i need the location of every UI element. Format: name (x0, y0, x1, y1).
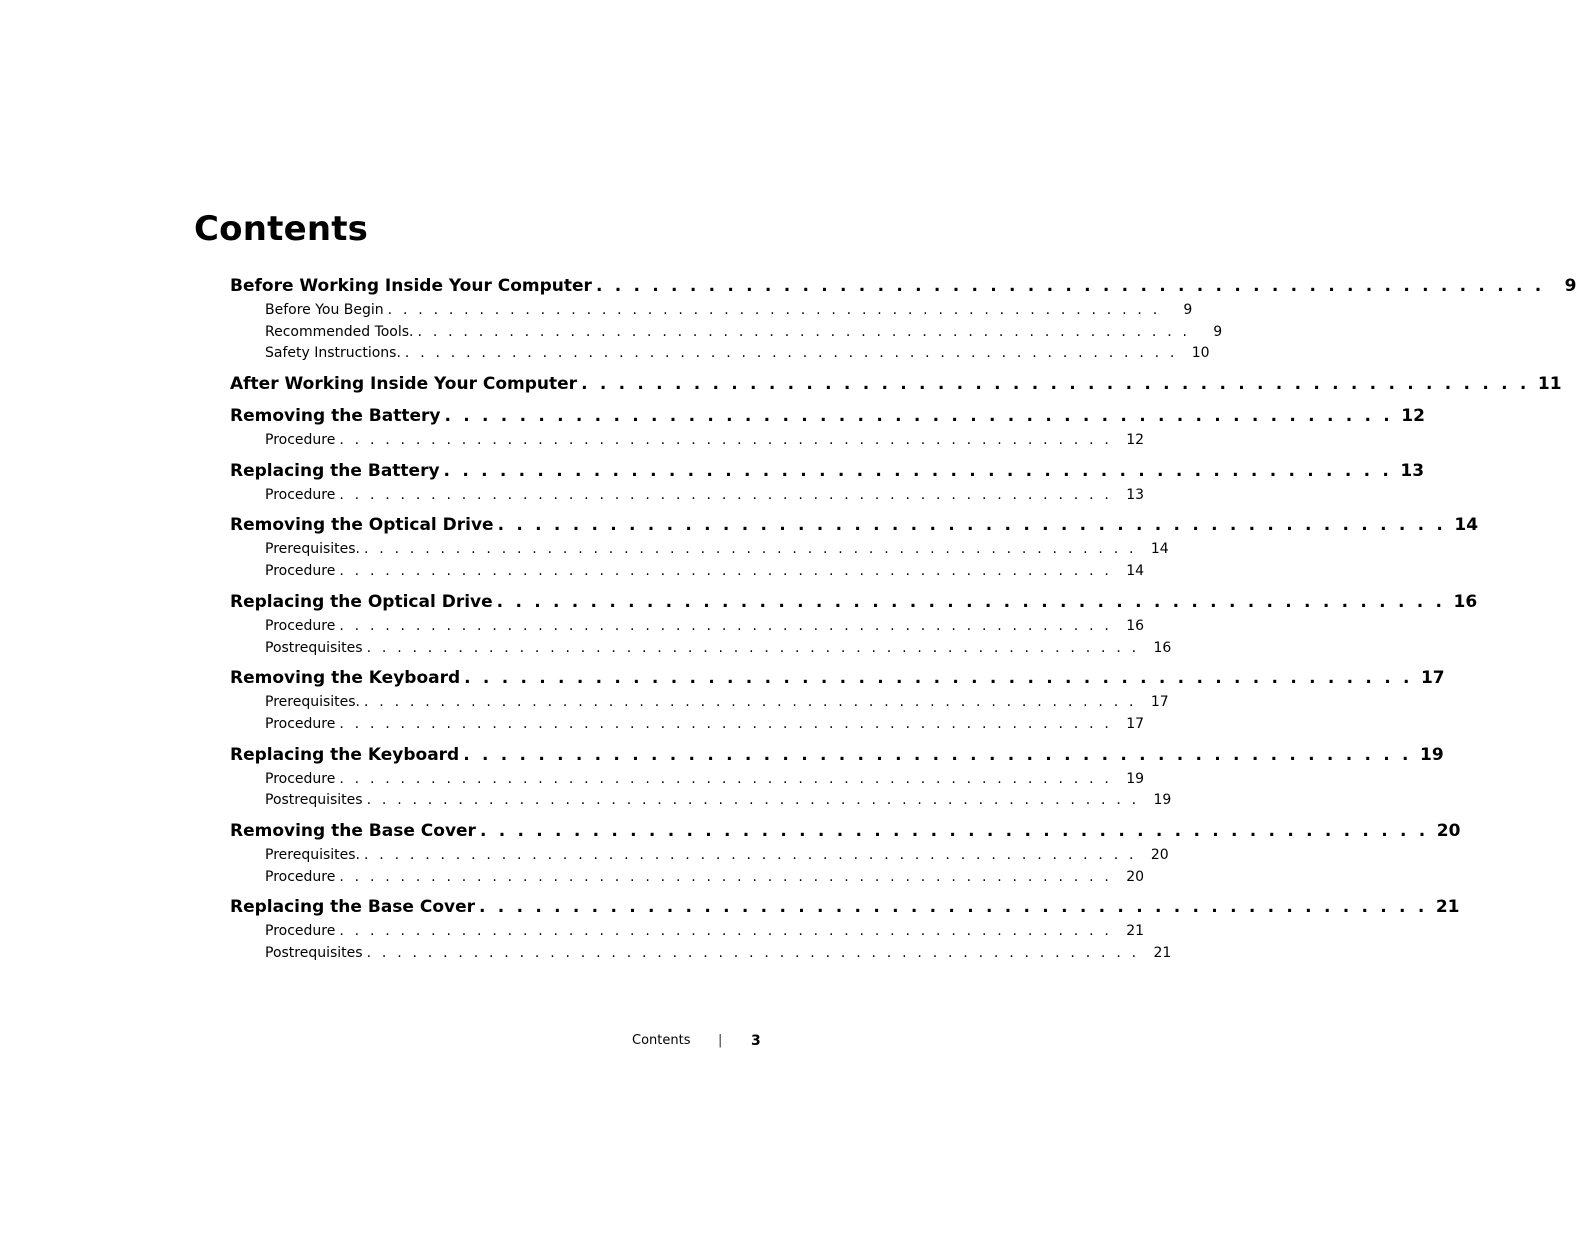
page-title: Contents (194, 208, 369, 249)
toc-section-entry-title: Postrequisites (265, 945, 363, 961)
toc-section-entry[interactable] (230, 322, 1223, 344)
toc-section-entry[interactable] (230, 638, 1172, 660)
toc-chapter-group (230, 895, 1460, 964)
dot-leader: . . . . . . . . . . . . . . . . . . . . . . . . . . . . . . . . . . . . . . . . . . . . . . . . . . . (366, 792, 1140, 809)
toc-chapter-entry[interactable] (230, 372, 1562, 397)
dot-leader: . . . . . . . . . . . . . . . . . . . . . . . . . . . . . . . . . . . . . . . . . . . . . . . . . . . (417, 323, 1191, 340)
toc-chapter-entry-title: Replacing the Base Cover (230, 897, 476, 918)
toc-section-entry-page-number: 9 (1183, 302, 1193, 318)
footer-separator: | (718, 1033, 723, 1048)
dot-leader: . . . . . . . . . . . . . . . . . . . . . . . . . . . . . . . . . . . . . . . . . . . . . . . . . . . (443, 460, 1393, 481)
toc-section-entry-title: Procedure (265, 563, 336, 580)
toc-section-entry-page-number: 9 (1213, 323, 1223, 340)
toc-section-entry-page-number: 20 (1150, 846, 1169, 863)
toc-chapter-entry-page-number: 12 (1401, 406, 1425, 427)
dot-leader: . . . . . . . . . . . . . . . . . . . . . . . . . . . . . . . . . . . . . . . . . . . . . . . . . . . (339, 563, 1113, 580)
toc-section-entry-page-number: 19 (1126, 770, 1145, 787)
toc-section-entry-page-number: 21 (1126, 923, 1145, 940)
dot-leader: . . . . . . . . . . . . . . . . . . . . . . . . . . . . . . . . . . . . . . . . . . . . . . . . . . . (595, 276, 1545, 296)
toc-section-entry[interactable] (230, 921, 1145, 943)
toc-chapter-entry-page-number: 20 (1436, 820, 1461, 841)
toc-section-list (230, 430, 1145, 452)
toc-section-entry-title: Procedure (265, 715, 336, 732)
dot-leader: . . . . . . . . . . . . . . . . . . . . . . . . . . . . . . . . . . . . . . . . . . . . . . . . . . . (479, 897, 1428, 918)
toc-chapter-entry[interactable] (230, 666, 1445, 691)
toc-chapter-group (230, 274, 1576, 365)
dot-leader: . . . . . . . . . . . . . . . . . . . . . . . . . . . . . . . . . . . . . . . . . . . . . . . . . . . (387, 302, 1161, 318)
toc-chapter-group (230, 819, 1461, 888)
toc-section-entry-title: Procedure (265, 770, 336, 787)
toc-section-list (230, 539, 1169, 582)
dot-leader: . . . . . . . . . . . . . . . . . . . . . . . . . . . . . . . . . . . . . . . . . . . . . . . . . . . (463, 744, 1412, 765)
toc-chapter-entry[interactable] (230, 513, 1479, 538)
dot-leader: . . . . . . . . . . . . . . . . . . . . . . . . . . . . . . . . . . . . . . . . . . . . . . . . . . . (366, 945, 1140, 961)
dot-leader: . . . . . . . . . . . . . . . . . . . . . . . . . . . . . . . . . . . . . . . . . . . . . . . . . . . (339, 770, 1113, 787)
toc-section-entry[interactable] (230, 867, 1145, 889)
toc-section-entry-title: Procedure (265, 486, 336, 503)
toc-section-list (230, 769, 1172, 812)
toc-chapter-entry-title: Replacing the Optical Drive (230, 591, 493, 612)
toc-chapter-entry-page-number: 11 (1537, 374, 1562, 395)
toc-section-entry[interactable] (230, 692, 1169, 714)
toc-section-list (230, 921, 1172, 964)
dot-leader: . . . . . . . . . . . . . . . . . . . . . . . . . . . . . . . . . . . . . . . . . . . . . . . . . . . (364, 694, 1137, 711)
toc-section-entry-title: Procedure (265, 923, 336, 940)
toc-chapter-group (230, 372, 1562, 397)
toc-section-entry-page-number: 21 (1153, 945, 1172, 961)
toc-section-entry-page-number: 10 (1191, 345, 1210, 362)
toc-chapter-entry-page-number: 14 (1454, 515, 1479, 536)
toc-section-list (230, 692, 1169, 735)
toc-chapter-entry-title: Removing the Base Cover (230, 820, 476, 841)
toc-section-entry-title: Prerequisites. (265, 846, 360, 863)
toc-section-entry-page-number: 14 (1126, 563, 1145, 580)
toc-chapter-entry-page-number: 16 (1453, 591, 1478, 612)
toc-section-entry-page-number: 17 (1126, 715, 1145, 732)
toc-chapter-entry-title: Replacing the Battery (230, 460, 440, 481)
footer-page-number: 3 (751, 1033, 761, 1049)
toc-section-entry[interactable] (230, 300, 1193, 322)
toc-chapter-entry[interactable] (230, 895, 1460, 920)
toc-section-entry-title: Before You Begin (265, 302, 384, 318)
toc-section-entry[interactable] (230, 790, 1172, 812)
toc-section-entry-page-number: 14 (1150, 541, 1169, 558)
toc-section-entry[interactable] (230, 561, 1145, 583)
toc-chapter-entry[interactable] (230, 819, 1461, 844)
toc-section-entry-title: Prerequisites. (265, 694, 360, 711)
toc-section-entry-page-number: 12 (1126, 432, 1145, 449)
toc-section-entry[interactable] (230, 539, 1169, 561)
toc-section-entry[interactable] (230, 714, 1145, 736)
toc-section-entry-page-number: 19 (1153, 792, 1172, 809)
toc-chapter-entry[interactable] (230, 404, 1425, 429)
dot-leader: . . . . . . . . . . . . . . . . . . . . . . . . . . . . . . . . . . . . . . . . . . . . . . . . . . . (339, 617, 1113, 634)
toc-section-entry[interactable] (230, 430, 1145, 452)
dot-leader: . . . . . . . . . . . . . . . . . . . . . . . . . . . . . . . . . . . . . . . . . . . . . . . . . . . (404, 345, 1178, 362)
toc-chapter-entry-title: After Working Inside Your Computer (230, 374, 578, 395)
toc-section-entry-title: Procedure (265, 432, 336, 449)
page-footer (632, 1031, 762, 1051)
toc-section-entry[interactable] (230, 343, 1210, 365)
toc-section-entry[interactable] (230, 616, 1145, 638)
dot-leader: . . . . . . . . . . . . . . . . . . . . . . . . . . . . . . . . . . . . . . . . . . . . . . . . . . . (581, 374, 1530, 395)
toc-section-entry-page-number: 13 (1126, 486, 1145, 503)
toc-section-entry-title: Safety Instructions. (265, 345, 401, 362)
table-of-contents (230, 274, 1576, 972)
toc-chapter-entry-title: Removing the Battery (230, 406, 441, 427)
dot-leader: . . . . . . . . . . . . . . . . . . . . . . . . . . . . . . . . . . . . . . . . . . . . . . . . . . . (464, 668, 1413, 689)
toc-section-entry-page-number: 20 (1126, 868, 1145, 885)
toc-section-entry-page-number: 17 (1150, 694, 1169, 711)
toc-chapter-group (230, 404, 1425, 452)
toc-section-list (230, 845, 1169, 888)
dot-leader: . . . . . . . . . . . . . . . . . . . . . . . . . . . . . . . . . . . . . . . . . . . . . . . . . . . (479, 820, 1429, 841)
toc-section-list (230, 300, 1223, 365)
dot-leader: . . . . . . . . . . . . . . . . . . . . . . . . . . . . . . . . . . . . . . . . . . . . . . . . . . . (339, 923, 1113, 940)
toc-section-entry[interactable] (230, 845, 1169, 867)
toc-chapter-entry-page-number: 21 (1435, 897, 1460, 918)
toc-chapter-group (230, 666, 1445, 735)
toc-section-entry-title: Postrequisites (265, 639, 363, 656)
toc-chapter-entry-page-number: 13 (1400, 460, 1425, 481)
toc-section-list (230, 616, 1172, 659)
toc-chapter-entry[interactable] (230, 743, 1444, 768)
toc-chapter-entry[interactable] (230, 590, 1478, 615)
toc-chapter-entry[interactable] (230, 274, 1576, 299)
toc-section-entry[interactable] (230, 485, 1145, 507)
toc-chapter-entry-page-number: 19 (1420, 744, 1444, 765)
toc-chapter-group (230, 590, 1478, 659)
toc-chapter-entry[interactable] (230, 459, 1425, 484)
toc-chapter-entry-title: Before Working Inside Your Computer (230, 276, 592, 296)
toc-section-list (230, 485, 1145, 507)
toc-chapter-group (230, 459, 1425, 507)
toc-section-entry-title: Prerequisites. (265, 541, 360, 558)
toc-section-entry-page-number: 16 (1153, 639, 1172, 656)
toc-section-entry-title: Postrequisites (265, 792, 363, 809)
toc-section-entry-title: Procedure (265, 617, 336, 634)
dot-leader: . . . . . . . . . . . . . . . . . . . . . . . . . . . . . . . . . . . . . . . . . . . . . . . . . . . (339, 715, 1113, 732)
toc-chapter-group (230, 513, 1479, 582)
dot-leader: . . . . . . . . . . . . . . . . . . . . . . . . . . . . . . . . . . . . . . . . . . . . . . . . . . . (496, 591, 1446, 612)
toc-chapter-entry-page-number: 17 (1420, 668, 1445, 689)
dot-leader: . . . . . . . . . . . . . . . . . . . . . . . . . . . . . . . . . . . . . . . . . . . . . . . . . . . (366, 639, 1140, 656)
toc-chapter-entry-page-number: 9 (1564, 276, 1576, 296)
toc-section-entry-title: Recommended Tools. (265, 323, 414, 340)
toc-chapter-entry-title: Removing the Keyboard (230, 668, 461, 689)
toc-chapter-entry-title: Replacing the Keyboard (230, 744, 460, 765)
toc-section-entry[interactable] (230, 769, 1145, 791)
toc-chapter-group (230, 743, 1444, 812)
toc-section-entry[interactable] (230, 943, 1172, 965)
toc-section-entry-page-number: 16 (1126, 617, 1145, 634)
dot-leader: . . . . . . . . . . . . . . . . . . . . . . . . . . . . . . . . . . . . . . . . . . . . . . . . . . . (444, 406, 1393, 427)
dot-leader: . . . . . . . . . . . . . . . . . . . . . . . . . . . . . . . . . . . . . . . . . . . . . . . . . . . (364, 846, 1137, 863)
toc-chapter-entry-title: Removing the Optical Drive (230, 515, 494, 536)
dot-leader: . . . . . . . . . . . . . . . . . . . . . . . . . . . . . . . . . . . . . . . . . . . . . . . . . . . (364, 541, 1137, 558)
dot-leader: . . . . . . . . . . . . . . . . . . . . . . . . . . . . . . . . . . . . . . . . . . . . . . . . . . . (339, 868, 1113, 885)
dot-leader: . . . . . . . . . . . . . . . . . . . . . . . . . . . . . . . . . . . . . . . . . . . . . . . . . . . (497, 515, 1447, 536)
dot-leader: . . . . . . . . . . . . . . . . . . . . . . . . . . . . . . . . . . . . . . . . . . . . . . . . . . . (339, 486, 1113, 503)
footer-label: Contents (632, 1033, 691, 1048)
toc-section-entry-title: Procedure (265, 868, 336, 885)
dot-leader: . . . . . . . . . . . . . . . . . . . . . . . . . . . . . . . . . . . . . . . . . . . . . . . . . . . (339, 432, 1113, 449)
